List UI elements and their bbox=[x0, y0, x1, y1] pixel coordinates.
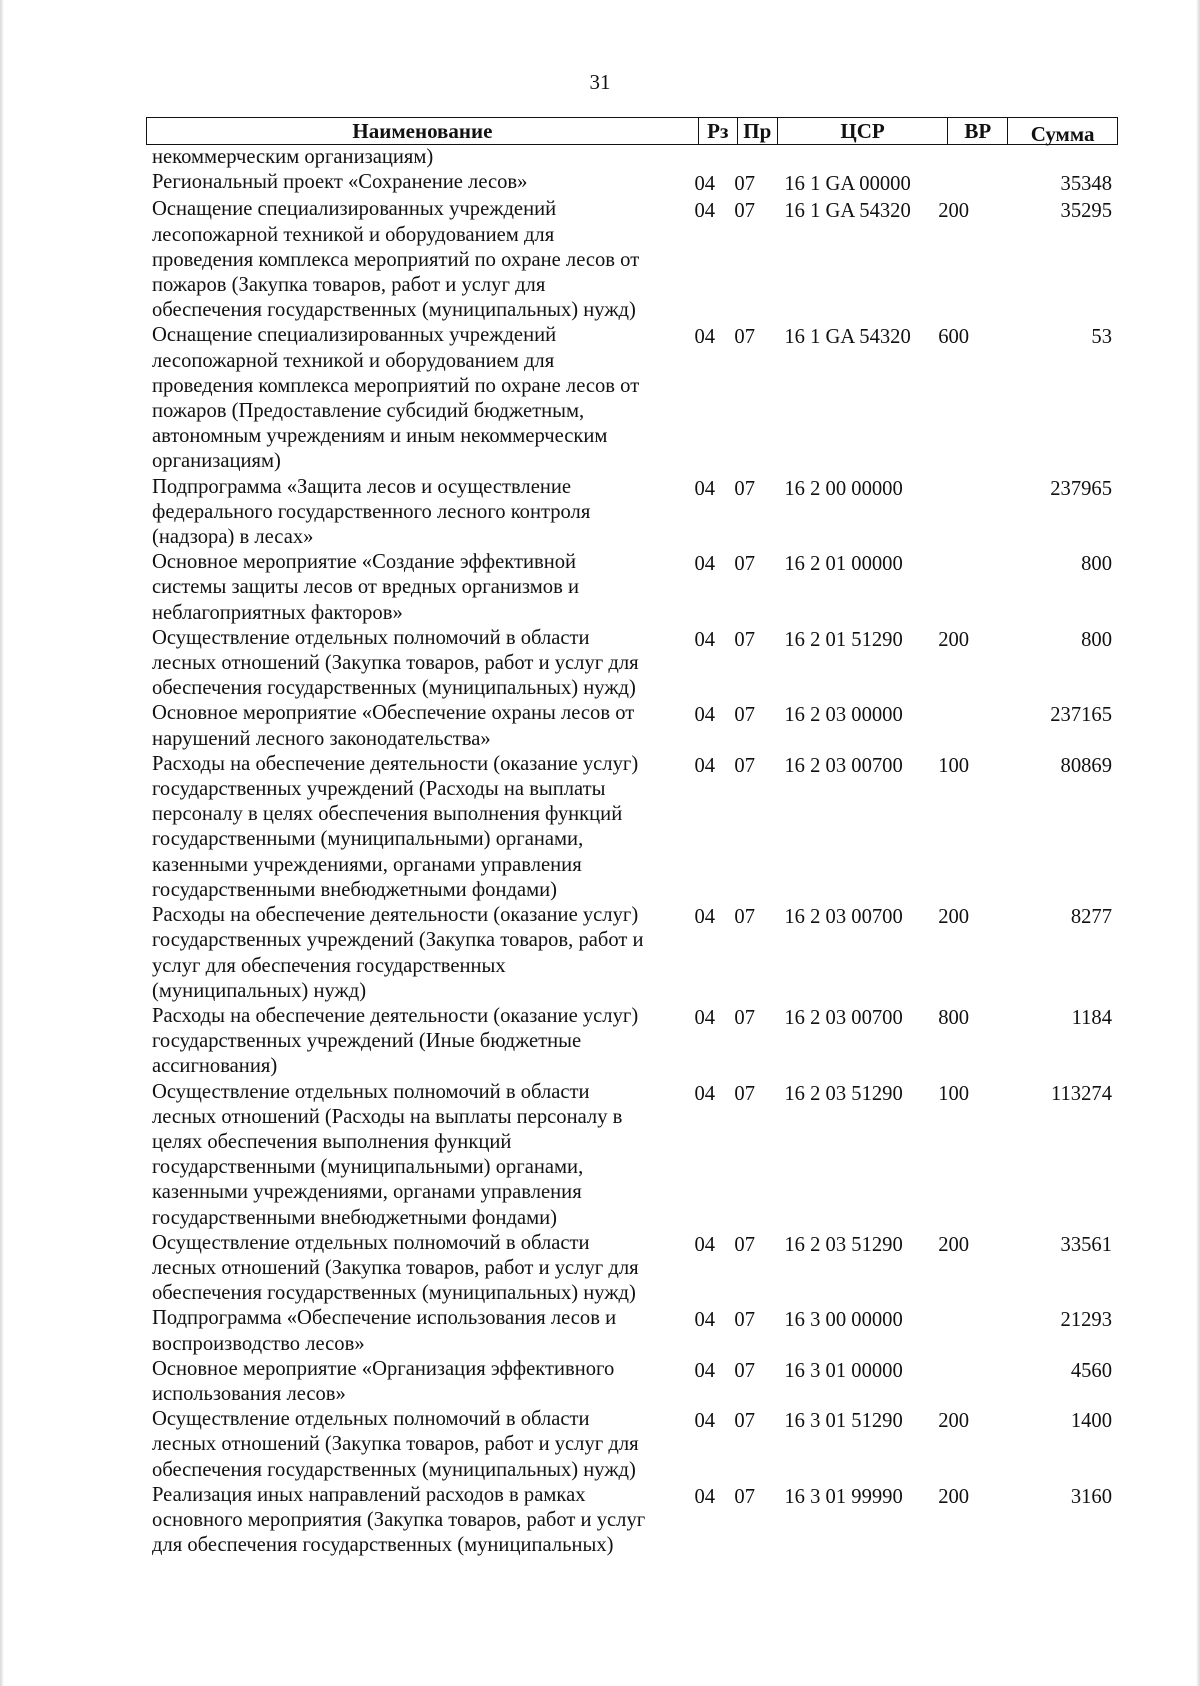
row-name bbox=[152, 1483, 685, 1559]
row-name-line: Основное мероприятие «Организация эффективного bbox=[152, 1357, 615, 1380]
row-csr: 16 2 00 00000 bbox=[784, 477, 903, 500]
row-name-line: пожаров (Закупка товаров, работ и услуг для bbox=[152, 274, 546, 297]
row-name bbox=[152, 475, 685, 551]
row-name-line: лесных отношений (Закупка товаров, работ и услуг для bbox=[152, 1433, 639, 1456]
row-sum bbox=[992, 145, 1112, 170]
row-name-line: Расходы на обеспечение деятельности (оказание услуг) bbox=[152, 752, 639, 775]
row-name bbox=[152, 323, 685, 474]
row-name-line: Основное мероприятие «Создание эффективной bbox=[152, 551, 577, 574]
row-name bbox=[152, 626, 685, 702]
row-csr: 16 3 01 51290 bbox=[784, 1410, 903, 1433]
row-name-line: лесопожарной техникой и оборудованием для bbox=[152, 349, 555, 372]
row-name-line: для обеспечения государственных (муниципальных) bbox=[152, 1534, 614, 1557]
row-csr: 16 1 GA 54320 bbox=[784, 200, 911, 223]
row-sum: 35295 bbox=[1060, 200, 1112, 223]
row-pr: 07 bbox=[734, 1485, 755, 1508]
row-vr: 200 bbox=[938, 1233, 970, 1256]
table-row bbox=[152, 1483, 1112, 1559]
row-name bbox=[152, 145, 685, 170]
row-csr: 16 3 00 00000 bbox=[784, 1309, 903, 1332]
row-pr: 07 bbox=[734, 1359, 755, 1382]
row-csr: 16 3 01 00000 bbox=[784, 1359, 903, 1382]
row-sum: 800 bbox=[1081, 553, 1112, 576]
row-name-line: Расходы на обеспечение деятельности (оказание услуг) bbox=[152, 904, 639, 927]
row-sum: 80869 bbox=[1060, 754, 1112, 777]
row-csr: 16 1 GA 54320 bbox=[784, 326, 911, 349]
row-vr: 200 bbox=[938, 1410, 970, 1433]
header-vr: ВР bbox=[948, 118, 1008, 144]
row-rz: 04 bbox=[694, 754, 716, 777]
row-rz bbox=[685, 145, 734, 170]
row-name-line: обеспечения государственных (муниципальных) нужд) bbox=[152, 1458, 636, 1481]
row-name-line: Осуществление отдельных полномочий в области bbox=[152, 1080, 590, 1103]
row-name-line: организациям) bbox=[152, 450, 281, 473]
table-row bbox=[152, 170, 1112, 197]
scan-edge-left bbox=[0, 0, 4, 1686]
row-rz: 04 bbox=[694, 553, 716, 576]
row-csr bbox=[774, 145, 934, 170]
row-sum: 1400 bbox=[1070, 1410, 1112, 1433]
row-pr: 07 bbox=[734, 754, 755, 777]
row-pr: 07 bbox=[734, 553, 755, 576]
row-pr: 07 bbox=[734, 1309, 755, 1332]
row-name-line: государственных учреждений (Закупка товаров, работ и bbox=[152, 929, 644, 952]
table-header bbox=[146, 117, 1118, 145]
row-name-line: персоналу в целях обеспечения выполнения функций bbox=[152, 803, 623, 826]
row-name-line: государственными внебюджетными фондами) bbox=[152, 878, 558, 901]
row-vr: 200 bbox=[938, 628, 970, 651]
row-pr: 07 bbox=[734, 704, 755, 727]
row-name-line: государственными (муниципальными) органами, bbox=[152, 828, 584, 851]
row-name bbox=[152, 752, 685, 903]
row-vr bbox=[934, 170, 992, 197]
row-sum: 33561 bbox=[1060, 1233, 1112, 1256]
scan-edge-right bbox=[1196, 0, 1200, 1686]
row-rz: 04 bbox=[694, 1309, 716, 1332]
table-row bbox=[152, 903, 1112, 1004]
row-pr: 07 bbox=[734, 200, 755, 223]
row-rz: 04 bbox=[694, 628, 716, 651]
row-pr: 07 bbox=[734, 1233, 755, 1256]
row-rz: 04 bbox=[694, 477, 716, 500]
row-name-line: Подпрограмма «Защита лесов и осуществление bbox=[152, 475, 572, 498]
row-csr: 16 2 03 00700 bbox=[784, 906, 903, 929]
table-row bbox=[152, 197, 1112, 323]
row-name bbox=[152, 1407, 685, 1483]
row-sum: 113274 bbox=[1050, 1082, 1112, 1105]
row-name bbox=[152, 1306, 685, 1356]
row-sum: 3160 bbox=[1070, 1485, 1112, 1508]
row-sum: 237165 bbox=[1050, 704, 1112, 727]
row-name-line: лесопожарной техникой и оборудованием для bbox=[152, 223, 555, 246]
row-name-line: Расходы на обеспечение деятельности (оказание услуг) bbox=[152, 1004, 639, 1027]
row-name-line: услуг для обеспечения государственных bbox=[152, 954, 506, 977]
row-name-line: нарушений лесного законодательства» bbox=[152, 727, 491, 750]
row-csr: 16 2 03 00700 bbox=[784, 754, 903, 777]
table-row bbox=[152, 1080, 1112, 1231]
row-vr bbox=[934, 1306, 992, 1356]
row-name-line: (муниципальных) нужд) bbox=[152, 979, 367, 1002]
row-name-line: государственными внебюджетными фондами) bbox=[152, 1206, 558, 1229]
row-name-line: лесных отношений (Закупка товаров, работ и услуг для bbox=[152, 652, 639, 675]
row-name-line: казенными учреждениями, органами управления bbox=[152, 1181, 582, 1204]
row-rz: 04 bbox=[694, 1082, 716, 1105]
table-row bbox=[152, 752, 1112, 903]
row-name-line: Осуществление отдельных полномочий в области bbox=[152, 626, 590, 649]
row-name-line: основного мероприятия (Закупка товаров, работ и услуг bbox=[152, 1508, 646, 1531]
row-csr: 16 2 01 51290 bbox=[784, 628, 903, 651]
row-name-line: системы защиты лесов от вредных организмов и bbox=[152, 576, 579, 599]
row-rz: 04 bbox=[694, 906, 716, 929]
row-name bbox=[152, 1004, 685, 1080]
row-rz: 04 bbox=[694, 1410, 716, 1433]
row-name bbox=[152, 1080, 685, 1231]
table-row bbox=[152, 1407, 1112, 1483]
row-name-line: проведения комплекса мероприятий по охране лесов от bbox=[152, 374, 640, 397]
row-rz: 04 bbox=[694, 704, 716, 727]
row-vr bbox=[934, 1357, 992, 1407]
row-name-line: некоммерческим организациям) bbox=[152, 146, 434, 168]
table-row bbox=[152, 475, 1112, 551]
row-name-line: (надзора) в лесах» bbox=[152, 526, 314, 549]
row-sum: 237965 bbox=[1050, 477, 1112, 500]
row-name bbox=[152, 1231, 685, 1307]
row-rz: 04 bbox=[694, 1006, 716, 1029]
row-name-line: Оснащение специализированных учреждений bbox=[152, 198, 557, 221]
row-name-line: ассигнования) bbox=[152, 1055, 278, 1078]
row-vr bbox=[934, 475, 992, 551]
row-vr bbox=[934, 701, 992, 751]
row-name-line: государственных учреждений (Расходы на выплаты bbox=[152, 778, 606, 801]
row-name-line: пожаров (Предоставление субсидий бюджетным, bbox=[152, 400, 585, 423]
row-name-line: государственных учреждений (Иные бюджетные bbox=[152, 1030, 582, 1053]
row-csr: 16 2 03 00700 bbox=[784, 1006, 903, 1029]
table-row bbox=[152, 323, 1112, 474]
row-name-line: обеспечения государственных (муниципальных) нужд) bbox=[152, 299, 636, 322]
row-vr: 200 bbox=[938, 1485, 970, 1508]
row-pr: 07 bbox=[734, 1082, 755, 1105]
header-sum: Сумма bbox=[1030, 122, 1095, 146]
header-csr: ЦСР bbox=[778, 118, 949, 144]
row-pr: 07 bbox=[734, 1410, 755, 1433]
row-vr: 600 bbox=[938, 326, 970, 349]
row-name-line: Осуществление отдельных полномочий в области bbox=[152, 1231, 590, 1254]
row-rz: 04 bbox=[694, 1485, 716, 1508]
row-name-line: неблагоприятных факторов» bbox=[152, 601, 403, 624]
row-name-line: федерального государственного лесного контроля bbox=[152, 500, 591, 523]
table-row bbox=[152, 145, 1112, 170]
table-row bbox=[152, 550, 1112, 626]
row-sum: 8277 bbox=[1070, 906, 1112, 929]
row-name-line: Основное мероприятие «Обеспечение охраны лесов от bbox=[152, 702, 635, 725]
row-vr: 800 bbox=[938, 1006, 970, 1029]
header-rz: Рз bbox=[699, 118, 738, 144]
row-name-line: автономным учреждениям и иным некоммерческим bbox=[152, 425, 608, 448]
row-pr: 07 bbox=[734, 173, 755, 196]
table-row bbox=[152, 701, 1112, 751]
row-name-line: Оснащение специализированных учреждений bbox=[152, 324, 557, 347]
table-row bbox=[152, 1231, 1112, 1307]
row-name bbox=[152, 550, 685, 626]
row-csr: 16 2 03 51290 bbox=[784, 1082, 903, 1105]
row-name-line: Региональный проект «Сохранение лесов» bbox=[152, 171, 528, 194]
row-csr: 16 2 03 51290 bbox=[784, 1233, 903, 1256]
row-name bbox=[152, 701, 685, 751]
row-sum: 35348 bbox=[1060, 173, 1112, 196]
row-sum: 53 bbox=[1091, 326, 1112, 349]
row-vr bbox=[934, 550, 992, 626]
row-pr: 07 bbox=[734, 477, 755, 500]
row-name-line: обеспечения государственных (муниципальных) нужд) bbox=[152, 677, 636, 700]
row-name bbox=[152, 197, 685, 323]
row-csr: 16 3 01 99990 bbox=[784, 1485, 903, 1508]
row-sum: 800 bbox=[1081, 628, 1112, 651]
row-name bbox=[152, 903, 685, 1004]
row-vr: 100 bbox=[938, 1082, 970, 1105]
row-sum: 1184 bbox=[1071, 1006, 1112, 1029]
row-name-line: лесных отношений (Закупка товаров, работ и услуг для bbox=[152, 1256, 639, 1279]
row-name bbox=[152, 1357, 685, 1407]
row-rz: 04 bbox=[694, 1233, 716, 1256]
table-row bbox=[152, 1306, 1112, 1356]
row-csr: 16 2 03 00000 bbox=[784, 704, 903, 727]
row-vr: 100 bbox=[938, 754, 970, 777]
table-body bbox=[152, 145, 1112, 1558]
page-number: 31 bbox=[589, 70, 611, 94]
row-name-line: обеспечения государственных (муниципальных) нужд) bbox=[152, 1282, 636, 1305]
row-rz: 04 bbox=[694, 1359, 716, 1382]
row-pr: 07 bbox=[734, 628, 755, 651]
table-row bbox=[152, 1004, 1112, 1080]
row-name-line: воспроизводство лесов» bbox=[152, 1332, 365, 1355]
row-vr: 200 bbox=[938, 200, 970, 223]
row-pr: 07 bbox=[734, 906, 755, 929]
row-pr: 07 bbox=[734, 1006, 755, 1029]
row-rz: 04 bbox=[694, 173, 716, 196]
table-row bbox=[152, 1357, 1112, 1407]
row-name-line: лесных отношений (Расходы на выплаты персоналу в bbox=[152, 1105, 623, 1128]
row-csr: 16 1 GA 00000 bbox=[784, 173, 911, 196]
row-name-line: использования лесов» bbox=[152, 1382, 346, 1405]
row-name-line: государственными (муниципальными) органами, bbox=[152, 1156, 584, 1179]
row-name-line: Реализация иных направлений расходов в рамках bbox=[152, 1483, 586, 1506]
header-pr: Пр bbox=[738, 118, 778, 144]
row-rz: 04 bbox=[694, 200, 716, 223]
row-pr: 07 bbox=[734, 326, 755, 349]
row-rz: 04 bbox=[694, 326, 716, 349]
header-name: Наименование bbox=[147, 118, 699, 144]
row-vr bbox=[934, 145, 992, 170]
row-name-line: Подпрограмма «Обеспечение использования лесов и bbox=[152, 1307, 617, 1330]
row-sum: 4560 bbox=[1070, 1359, 1112, 1382]
table-row bbox=[152, 626, 1112, 702]
row-csr: 16 2 01 00000 bbox=[784, 553, 903, 576]
row-pr bbox=[734, 145, 774, 170]
row-name-line: проведения комплекса мероприятий по охране лесов от bbox=[152, 248, 640, 271]
row-sum: 21293 bbox=[1060, 1309, 1112, 1332]
row-vr: 200 bbox=[938, 906, 970, 929]
row-name-line: казенными учреждениями, органами управления bbox=[152, 853, 582, 876]
row-name bbox=[152, 170, 685, 197]
row-name-line: Осуществление отдельных полномочий в области bbox=[152, 1408, 590, 1431]
row-name-line: целях обеспечения выполнения функций bbox=[152, 1130, 512, 1153]
